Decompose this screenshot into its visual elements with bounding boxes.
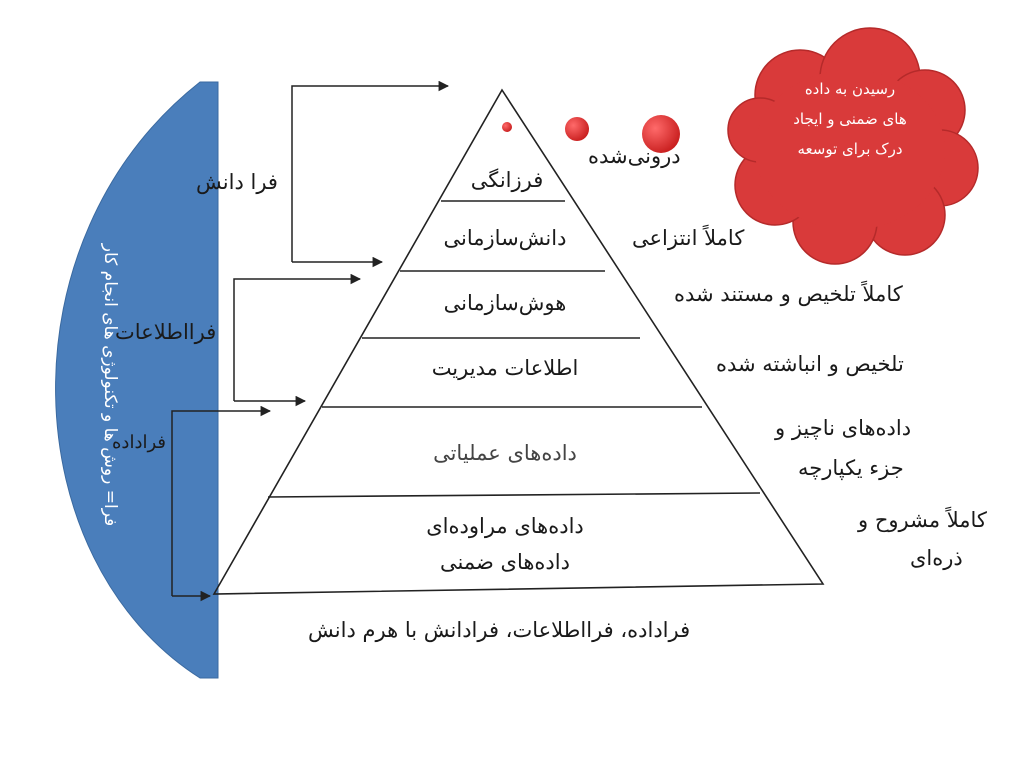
pyramid-divider-5: [268, 493, 760, 497]
cloud-text: [752, 74, 948, 164]
level-management-information: اطلاعات مدیریت: [431, 356, 579, 380]
cloud-text-line-2: های ضمنی و ایجاد: [793, 110, 907, 128]
level-organizational-knowledge: دانش‌سازمانی: [443, 226, 567, 250]
diagram-caption: فراداده، فرااطلاعات، فرادانش با هرم دانش: [308, 618, 691, 642]
dot-small: [502, 122, 512, 132]
meta-information-arrow-top: [234, 279, 360, 401]
label-meta-information: فرااطلاعات: [115, 320, 217, 344]
label-granular: ذره‌ای: [910, 546, 963, 570]
label-fully-detailed: کاملاً مشروح و: [858, 508, 987, 532]
level-operational-data: داده‌های عملیاتی: [433, 441, 577, 465]
meta-definition-text: فرا= روش ها و تکنولوژی های انجام کار: [100, 243, 120, 527]
level-tacit-data: داده‌های ضمنی: [440, 550, 570, 574]
cloud-text-line-3: درک برای توسعه: [797, 140, 903, 158]
level-transactional-data: داده‌های مراوده‌ای: [426, 514, 584, 538]
label-summarized-documented: کاملاً تلخیص و مستند شده: [674, 282, 903, 306]
label-trivial-data: داده‌های ناچیز و: [775, 416, 912, 440]
label-summarized-accumulated: تلخیص و انباشته شده: [716, 352, 904, 376]
level-business-intelligence: هوش‌سازمانی: [443, 291, 567, 315]
label-meta-knowledge: فرا دانش: [196, 170, 278, 194]
dot-medium: [565, 117, 589, 141]
level-wisdom: فرزانگی: [470, 168, 544, 192]
label-meta-data: فراداده: [112, 432, 166, 453]
meta-band-crescent: [56, 82, 218, 678]
label-internalized: درونی‌شده: [588, 144, 681, 168]
label-integrated-part: جزء یکپارچه: [798, 456, 904, 480]
label-fully-abstract: کاملاً انتزاعی: [632, 226, 745, 250]
cloud-text-line-1: رسیدن به داده: [804, 80, 896, 98]
